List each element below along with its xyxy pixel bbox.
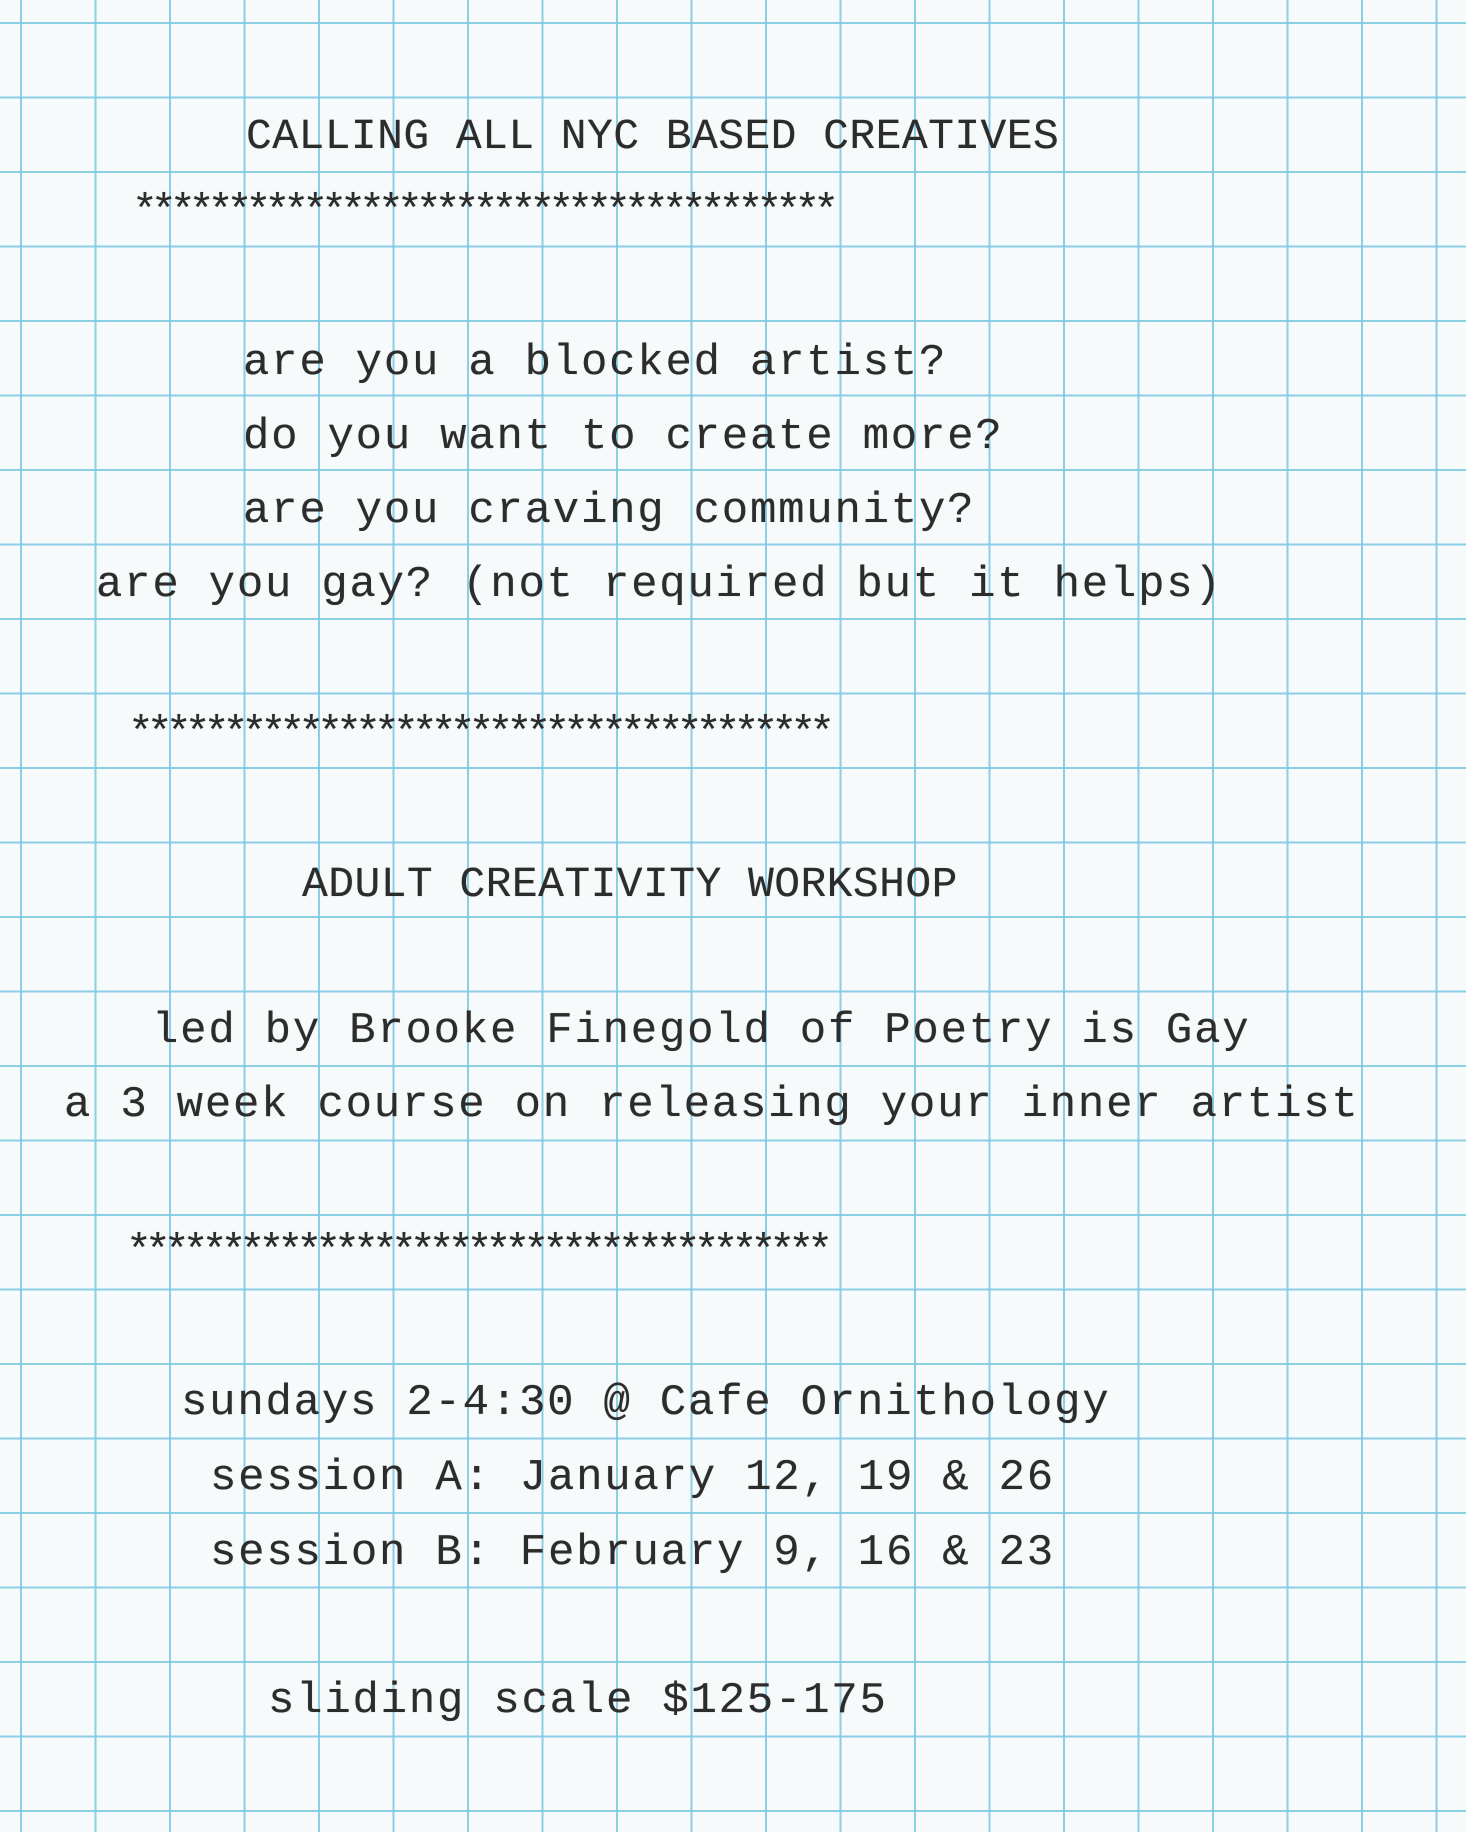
- led-by-line: led by Brooke Finegold of Poetry is Gay: [152, 1006, 1251, 1056]
- workshop-title: ADULT CREATIVITY WORKSHOP: [302, 860, 958, 909]
- asterisk-divider: *************************************: [128, 709, 829, 758]
- schedule-line: sundays 2-4:30 @ Cafe Ornithology: [181, 1378, 1111, 1428]
- question-line: are you craving community?: [243, 486, 976, 536]
- price-line: sliding scale $125-175: [268, 1676, 888, 1726]
- session-a-line: session A: January 12, 19 & 26: [210, 1453, 1055, 1503]
- asterisk-divider: *************************************: [132, 187, 833, 236]
- question-line: are you a blocked artist?: [243, 338, 948, 388]
- question-line: do you want to create more?: [243, 412, 1004, 462]
- asterisk-divider: *************************************: [126, 1227, 827, 1276]
- session-b-line: session B: February 9, 16 & 23: [210, 1528, 1055, 1578]
- course-description: a 3 week course on releasing your inner artist: [64, 1080, 1360, 1130]
- question-line: are you gay? (not required but it helps): [96, 560, 1223, 610]
- headline: CALLING ALL NYC BASED CREATIVES: [246, 112, 1060, 161]
